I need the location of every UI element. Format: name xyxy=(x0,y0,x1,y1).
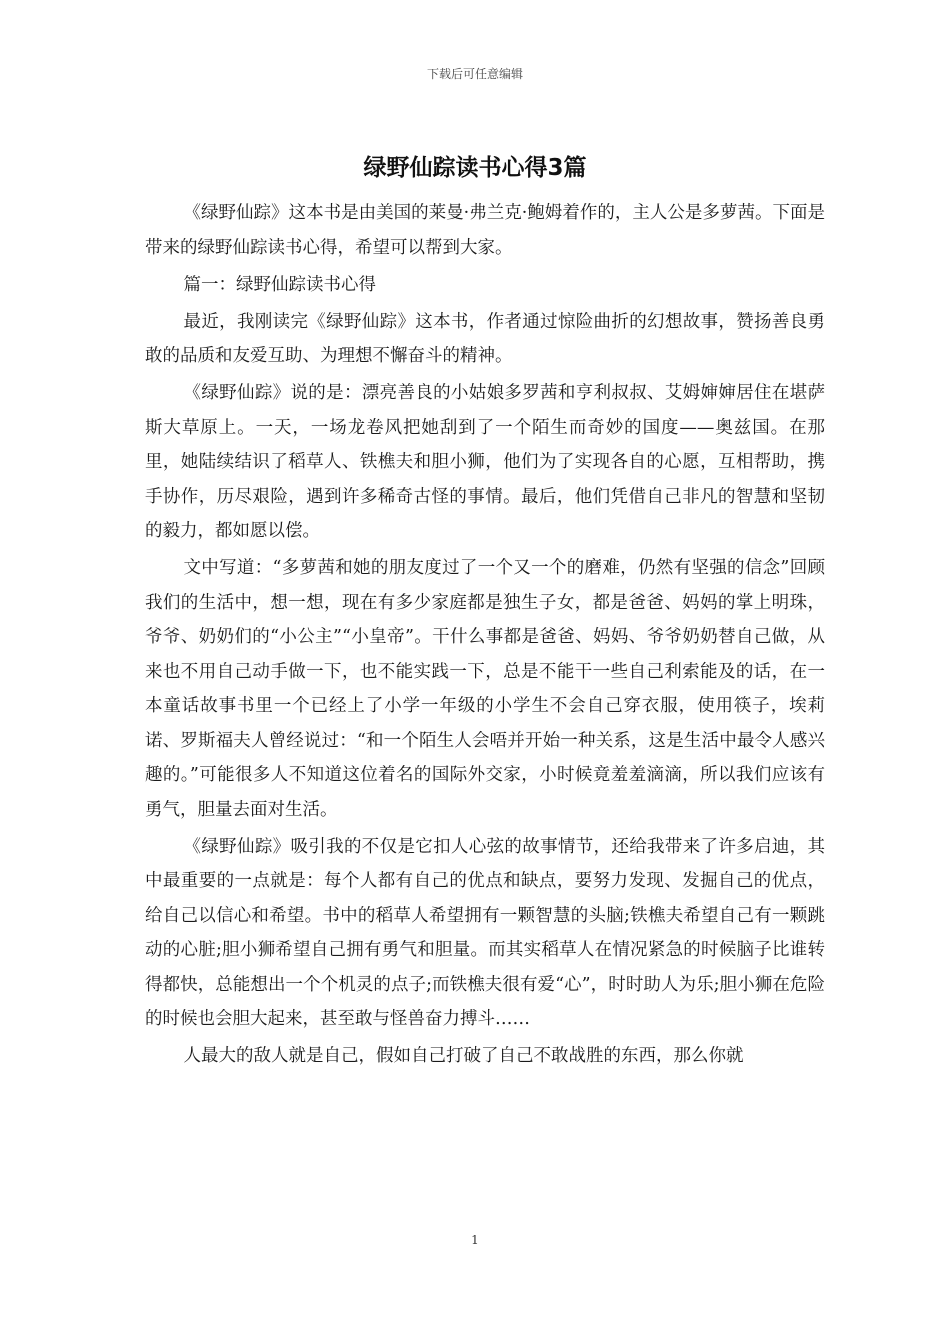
paragraph: 文中写道：“多萝茜和她的朋友度过了一个又一个的磨难，仍然有坚强的信念”回顾我们的生活中，想一想，现在有多少家庭都是独生子女，都是爸爸、妈妈的掌上明珠，爷爷、奶奶们的“小公主”“小皇帝”。干什么事都是爸爸、妈妈、爷爷奶奶替自己做，从来也不用自己动手做一下，也不能实践一下，总是不能干一些自己利索能及的话，在一本童话故事书里一个已经上了小学一年级的小学生不会自己穿衣服，使用筷子，埃莉诺、罗斯福夫人曾经说过：“和一个陌生人会唔并开始一种关系，这是生活中最令人感兴趣的。”可能很多人不知道这位着名的国际外交家，小时候竟羞羞滴滴，所以我们应该有勇气，胆量去面对生活。 xyxy=(145,558,825,820)
paragraph: 最近，我刚读完《绿野仙踪》这本书，作者通过惊险曲折的幻想故事，赞扬善良勇敢的品质和友爱互助、为理想不懈奋斗的精神。 xyxy=(145,311,825,366)
document-body xyxy=(145,196,825,1076)
page-header: 下载后可任意编辑 xyxy=(426,67,523,81)
page-number: 1 xyxy=(471,1233,479,1247)
paragraph: 人最大的敌人就是自己，假如自己打破了自己不敢战胜的东西，那么你就 xyxy=(183,1046,744,1066)
document-title: 绿野仙踪读书心得3篇 xyxy=(363,155,587,181)
paragraph: 《绿野仙踪》吸引我的不仅是它扣人心弦的故事情节，还给我带来了许多启迪，其中最重要的一点就是：每个人都有自己的优点和缺点，要努力发现、发掘自己的优点，给自己以信心和希望。书中的稻草人希望拥有一颗智慧的头脑;铁樵夫希望自己有一颗跳动的心脏;胆小狮希望自己拥有勇气和胆量。而其实稻草人在情况紧急的时候脑子比谁转得都快，总能想出一个个机灵的点子;而铁樵夫很有爱“心”，时时助人为乐;胆小狮在危险的时候也会胆大起来，甚至敢与怪兽奋力搏斗…… xyxy=(145,836,825,1029)
paragraph: 《绿野仙踪》这本书是由美国的莱曼·弗兰克·鲍姆着作的，主人公是多萝茜。下面是带来的绿野仙踪读书心得，希望可以帮到大家。 xyxy=(145,203,825,258)
paragraph: 《绿野仙踪》说的是：漂亮善良的小姑娘多罗茜和亨利叔叔、艾姆婶婶居住在堪萨斯大草原上。一天，一场龙卷风把她刮到了一个陌生而奇妙的国度——奥兹国。在那里，她陆续结识了稻草人、铁樵夫和胆小狮，他们为了实现各自的心愿，互相帮助，携手协作，历尽艰险，遇到许多稀奇古怪的事情。最后，他们凭借自己非凡的智慧和坚韧的毅力，都如愿以偿。 xyxy=(145,383,825,541)
section-heading: 篇一：绿野仙踪读书心得 xyxy=(183,274,376,295)
